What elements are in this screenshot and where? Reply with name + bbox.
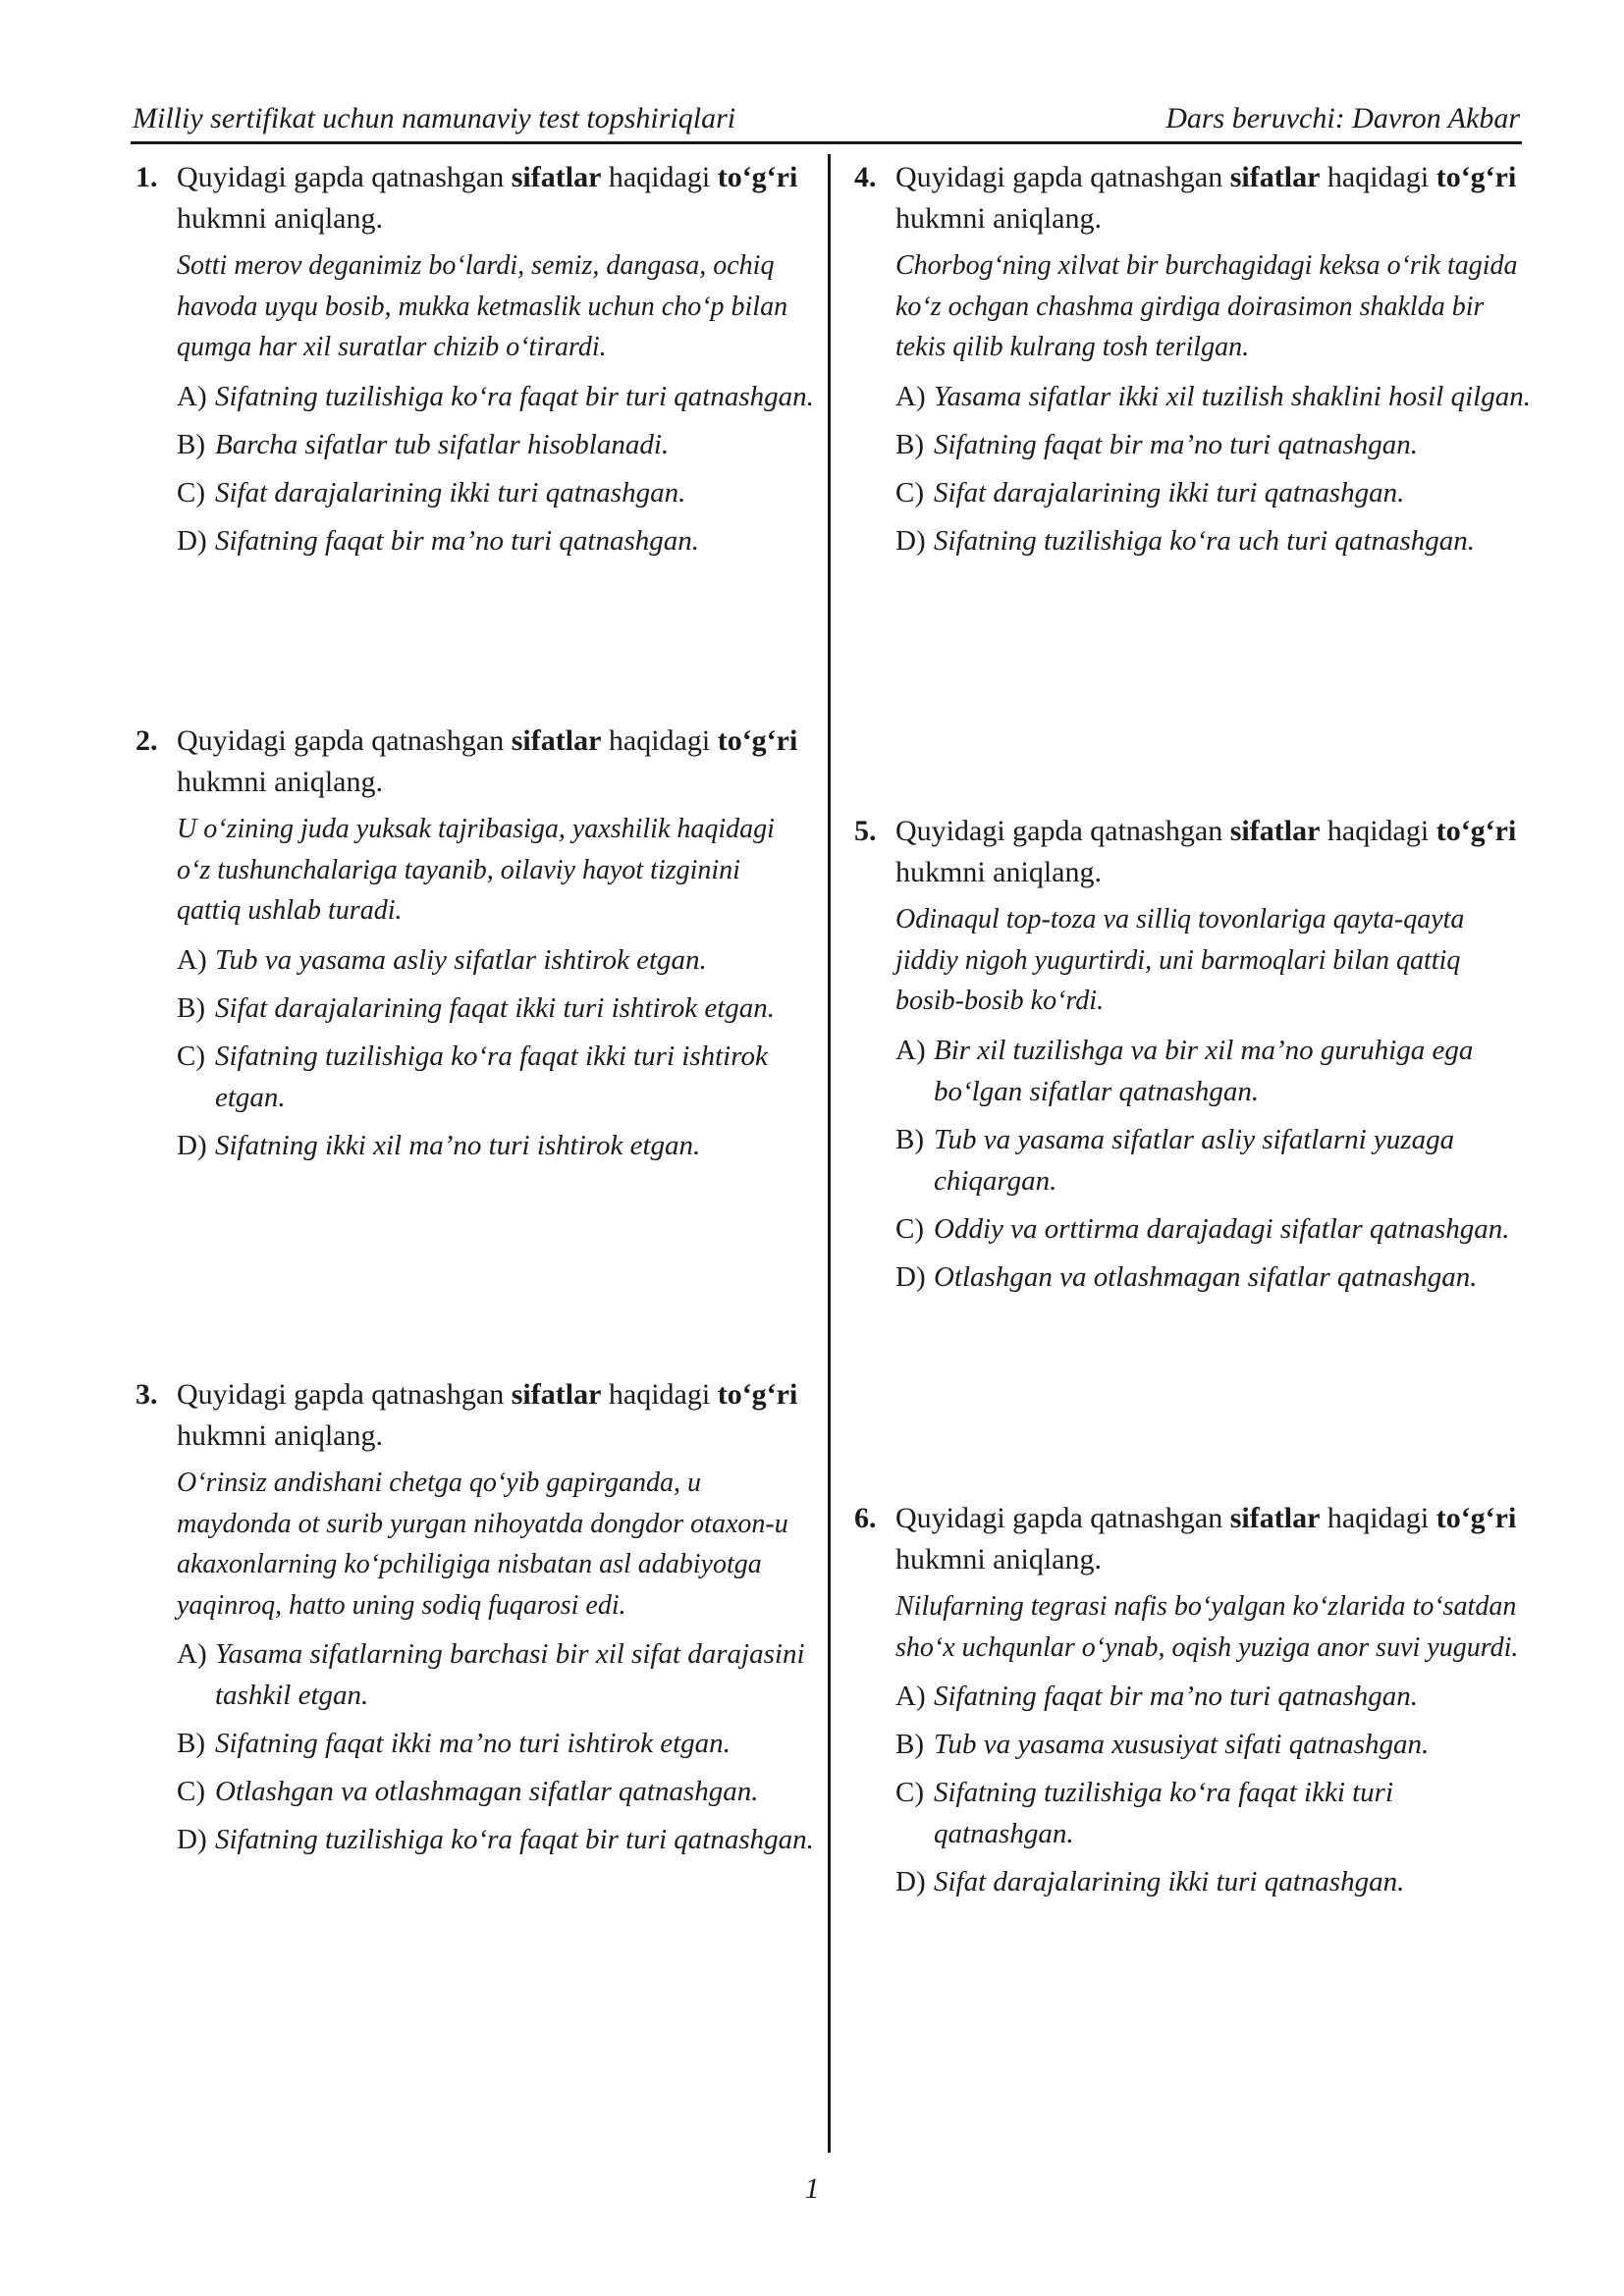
option-label: B) [895,428,924,460]
option-text: Sifatning tuzilishiga ko‘ra faqat ikki turi qatnashgan. [934,1777,1394,1849]
option-text: Sifatning faqat bir ma’no turi qatnashgan. [215,524,700,557]
option-label: A) [895,1681,926,1712]
question-passage: Odinaqul top-toza va silliq tovonlariga qayta-qayta jiddiy nigoh yugurtirdi, uni barmoqlari bilan qattiq bosib-bosib ko‘rdi. [895,904,1465,1016]
option-text: Barcha sifatlar tub sifatlar hisoblanadi. [215,428,670,460]
stem-keyword-correct: to‘g‘ri [717,1378,798,1411]
option-c[interactable] [135,1771,818,1812]
question-number: 1. [135,161,158,193]
question-6 [854,1498,1537,1909]
option-b[interactable] [135,988,818,1029]
stem-keyword-correct: to‘g‘ri [717,161,798,193]
stem-text-pre: Quyidagi gapda qatnashgan [177,161,512,193]
option-d[interactable] [854,1861,1537,1902]
option-text: Sifat darajalarining ikki turi qatnashgan. [215,476,686,508]
header-title: Milliy sertifikat uchun namunaviy test topshiriqlari [133,102,736,134]
option-label: B) [895,1729,924,1760]
option-label: D) [895,524,926,557]
option-b[interactable] [854,1119,1537,1201]
stem-text-pre: Quyidagi gapda qatnashgan [895,161,1230,193]
option-label: D) [177,1824,207,1855]
stem-keyword: sifatlar [1229,161,1321,193]
option-b[interactable] [135,1723,818,1764]
answer-options [854,1030,1537,1298]
stem-keyword-correct: to‘g‘ri [717,724,798,757]
option-c[interactable] [135,1036,818,1118]
question-number: 6. [854,1502,877,1534]
stem-keyword: sifatlar [511,724,602,757]
stem-text-pre: Quyidagi gapda qatnashgan [177,1378,512,1411]
option-label: C) [177,1776,205,1807]
answer-options [854,376,1537,561]
option-c[interactable] [854,1772,1537,1854]
question-passage: Nilufarning tegrasi nafis bo‘yalgan ko‘zlarida to‘satdan sho‘x uchqunlar o‘ynab, oqish yuziga anor suvi yugurdi. [895,1591,1519,1663]
option-text: Tub va yasama asliy sifatlar ishtirok etgan. [215,943,707,976]
option-text: Otlashgan va otlashmagan sifatlar qatnashgan. [934,1260,1478,1293]
stem-text-post: hukmni aniqlang. [895,202,1102,235]
option-text: Sifatning tuzilishiga ko‘ra faqat bir turi qatnashgan. [215,1824,814,1855]
stem-text-pre: Quyidagi gapda qatnashgan [895,1502,1230,1534]
question-number: 4. [854,161,877,193]
stem-text-post: hukmni aniqlang. [895,1543,1102,1575]
question-5 [854,811,1537,1305]
answer-options [135,1633,818,1860]
stem-text-post: hukmni aniqlang. [177,766,383,798]
option-c[interactable] [854,472,1537,513]
option-c[interactable] [854,1208,1537,1250]
stem-text-mid: haqidagi [1320,815,1436,847]
option-label: A) [177,943,207,976]
option-b[interactable] [135,424,818,465]
stem-text-mid: haqidagi [601,161,718,193]
stem-text-post: hukmni aniqlang. [895,856,1102,888]
option-d[interactable] [135,1819,818,1860]
option-text: Sifatning faqat ikki ma’no turi ishtirok etgan. [215,1728,731,1759]
question-2 [135,721,818,1173]
option-label: C) [895,476,924,508]
option-d[interactable] [854,520,1537,561]
option-b[interactable] [854,424,1537,465]
stem-text-post: hukmni aniqlang. [177,1419,383,1452]
option-text: Sifatning tuzilishiga ko‘ra faqat bir turi qatnashgan. [215,380,814,412]
option-label: B) [177,991,205,1024]
question-stem [854,157,1537,240]
stem-text-mid: haqidagi [1320,1502,1436,1534]
option-text: Yasama sifatlarning barchasi bir xil sifat darajasini tashkil etgan. [215,1638,805,1711]
stem-keyword: sifatlar [511,1378,602,1411]
stem-text-mid: haqidagi [1320,161,1436,193]
question-1 [135,157,818,568]
option-text: Sifat darajalarining ikki turi qatnashgan. [934,1866,1405,1897]
stem-keyword: sifatlar [1229,1502,1321,1534]
option-label: C) [177,476,205,508]
option-label: A) [895,1034,926,1066]
option-label: D) [895,1866,926,1897]
question-stem [854,1498,1537,1580]
question-stem [135,157,818,240]
option-a[interactable] [854,1676,1537,1717]
option-a[interactable] [135,939,818,981]
question-passage: U o‘zining juda yuksak tajribasiga, yaxshilik haqidagi o‘z tushunchalariga tayanib, oilaviy hayot tizginini qattiq ushlab turadi. [177,814,775,926]
question-number: 3. [135,1378,158,1411]
question-stem [135,1374,818,1457]
option-d[interactable] [854,1256,1537,1298]
question-passage: Chorbog‘ning xilvat bir burchagidagi keksa o‘rik tagida ko‘z ochgan chashma girdiga doirasimon shaklda bir tekis qilib kulrang tosh terilgan. [895,250,1518,362]
option-b[interactable] [854,1724,1537,1765]
option-label: B) [177,1728,205,1759]
option-a[interactable] [854,1030,1537,1112]
question-passage: O‘rinsiz andishani chetga qo‘yib gapirganda, u maydonda ot surib yurgan nihoyatda dongdor otaxon-u akaxonlarning ko‘pchiligiga nisbatan asl adabiyotga yaqinroq, hatto uning sodiq fuqarosi edi. [177,1468,788,1621]
option-text: Sifatning tuzilishiga ko‘ra faqat ikki turi ishtirok etgan. [215,1040,768,1113]
option-label: D) [177,1129,207,1161]
question-passage: Sotti merov deganimiz bo‘lardi, semiz, dangasa, ochiq havoda uyqu bosib, mukka ketmaslik uchun cho‘p bilan qumga har xil suratlar chizib o‘tirardi. [177,250,788,362]
option-label: C) [177,1040,205,1072]
stem-keyword-correct: to‘g‘ri [1435,815,1517,847]
option-a[interactable] [135,376,818,417]
option-label: B) [895,1123,924,1155]
option-label: D) [895,1260,926,1293]
option-label: C) [895,1777,924,1808]
option-text: Sifatning faqat bir ma’no turi qatnashgan. [934,428,1419,460]
stem-keyword: sifatlar [511,161,602,193]
option-label: B) [177,428,205,460]
option-label: C) [895,1212,924,1245]
answer-options [135,376,818,561]
stem-keyword: sifatlar [1229,815,1321,847]
option-text: Bir xil tuzilishga va bir xil ma’no guruhiga ega bo‘lgan sifatlar qatnashgan. [934,1034,1474,1107]
stem-text-mid: haqidagi [601,724,718,757]
option-c[interactable] [135,472,818,513]
option-text: Sifatning ikki xil ma’no turi ishtirok etgan. [215,1129,701,1161]
option-text: Sifatning faqat bir ma’no turi qatnashgan. [934,1681,1419,1712]
question-stem [854,811,1537,893]
option-label: A) [177,380,207,412]
option-text: Tub va yasama sifatlar asliy sifatlarni yuzaga chiqargan. [934,1123,1455,1197]
option-a[interactable] [854,376,1537,417]
answer-options [135,939,818,1166]
question-3 [135,1374,818,1867]
stem-keyword-correct: to‘g‘ri [1435,161,1517,193]
question-4 [854,157,1537,568]
answer-options [854,1676,1537,1902]
stem-text-pre: Quyidagi gapda qatnashgan [177,724,512,757]
question-number: 5. [854,815,877,847]
option-label: A) [177,1638,207,1670]
question-stem [135,721,818,803]
page-header [131,98,1522,144]
question-number: 2. [135,724,158,757]
option-a[interactable] [135,1633,818,1716]
stem-text-mid: haqidagi [601,1378,718,1411]
option-text: Tub va yasama xususiyat sifati qatnashgan. [934,1729,1430,1760]
option-text: Sifatning tuzilishiga ko‘ra uch turi qatnashgan. [934,524,1476,557]
option-text: Sifat darajalarining ikki turi qatnashgan. [934,476,1405,508]
header-author: Dars beruvchi: Davron Akbar [1165,102,1520,134]
option-text: Otlashgan va otlashmagan sifatlar qatnashgan. [215,1776,759,1807]
option-label: A) [895,380,926,412]
stem-text-pre: Quyidagi gapda qatnashgan [895,815,1230,847]
stem-text-post: hukmni aniqlang. [177,202,383,235]
option-text: Oddiy va orttirma darajadagi sifatlar qatnashgan. [934,1212,1510,1245]
option-d[interactable] [135,520,818,561]
stem-keyword-correct: to‘g‘ri [1435,1502,1517,1534]
option-text: Sifat darajalarining faqat ikki turi ishtirok etgan. [215,991,776,1024]
option-d[interactable] [135,1125,818,1166]
option-label: D) [177,524,207,557]
option-text: Yasama sifatlar ikki xil tuzilish shaklini hosil qilgan. [934,380,1531,412]
page-number: 1 [804,2172,820,2205]
column-divider [828,154,831,2153]
